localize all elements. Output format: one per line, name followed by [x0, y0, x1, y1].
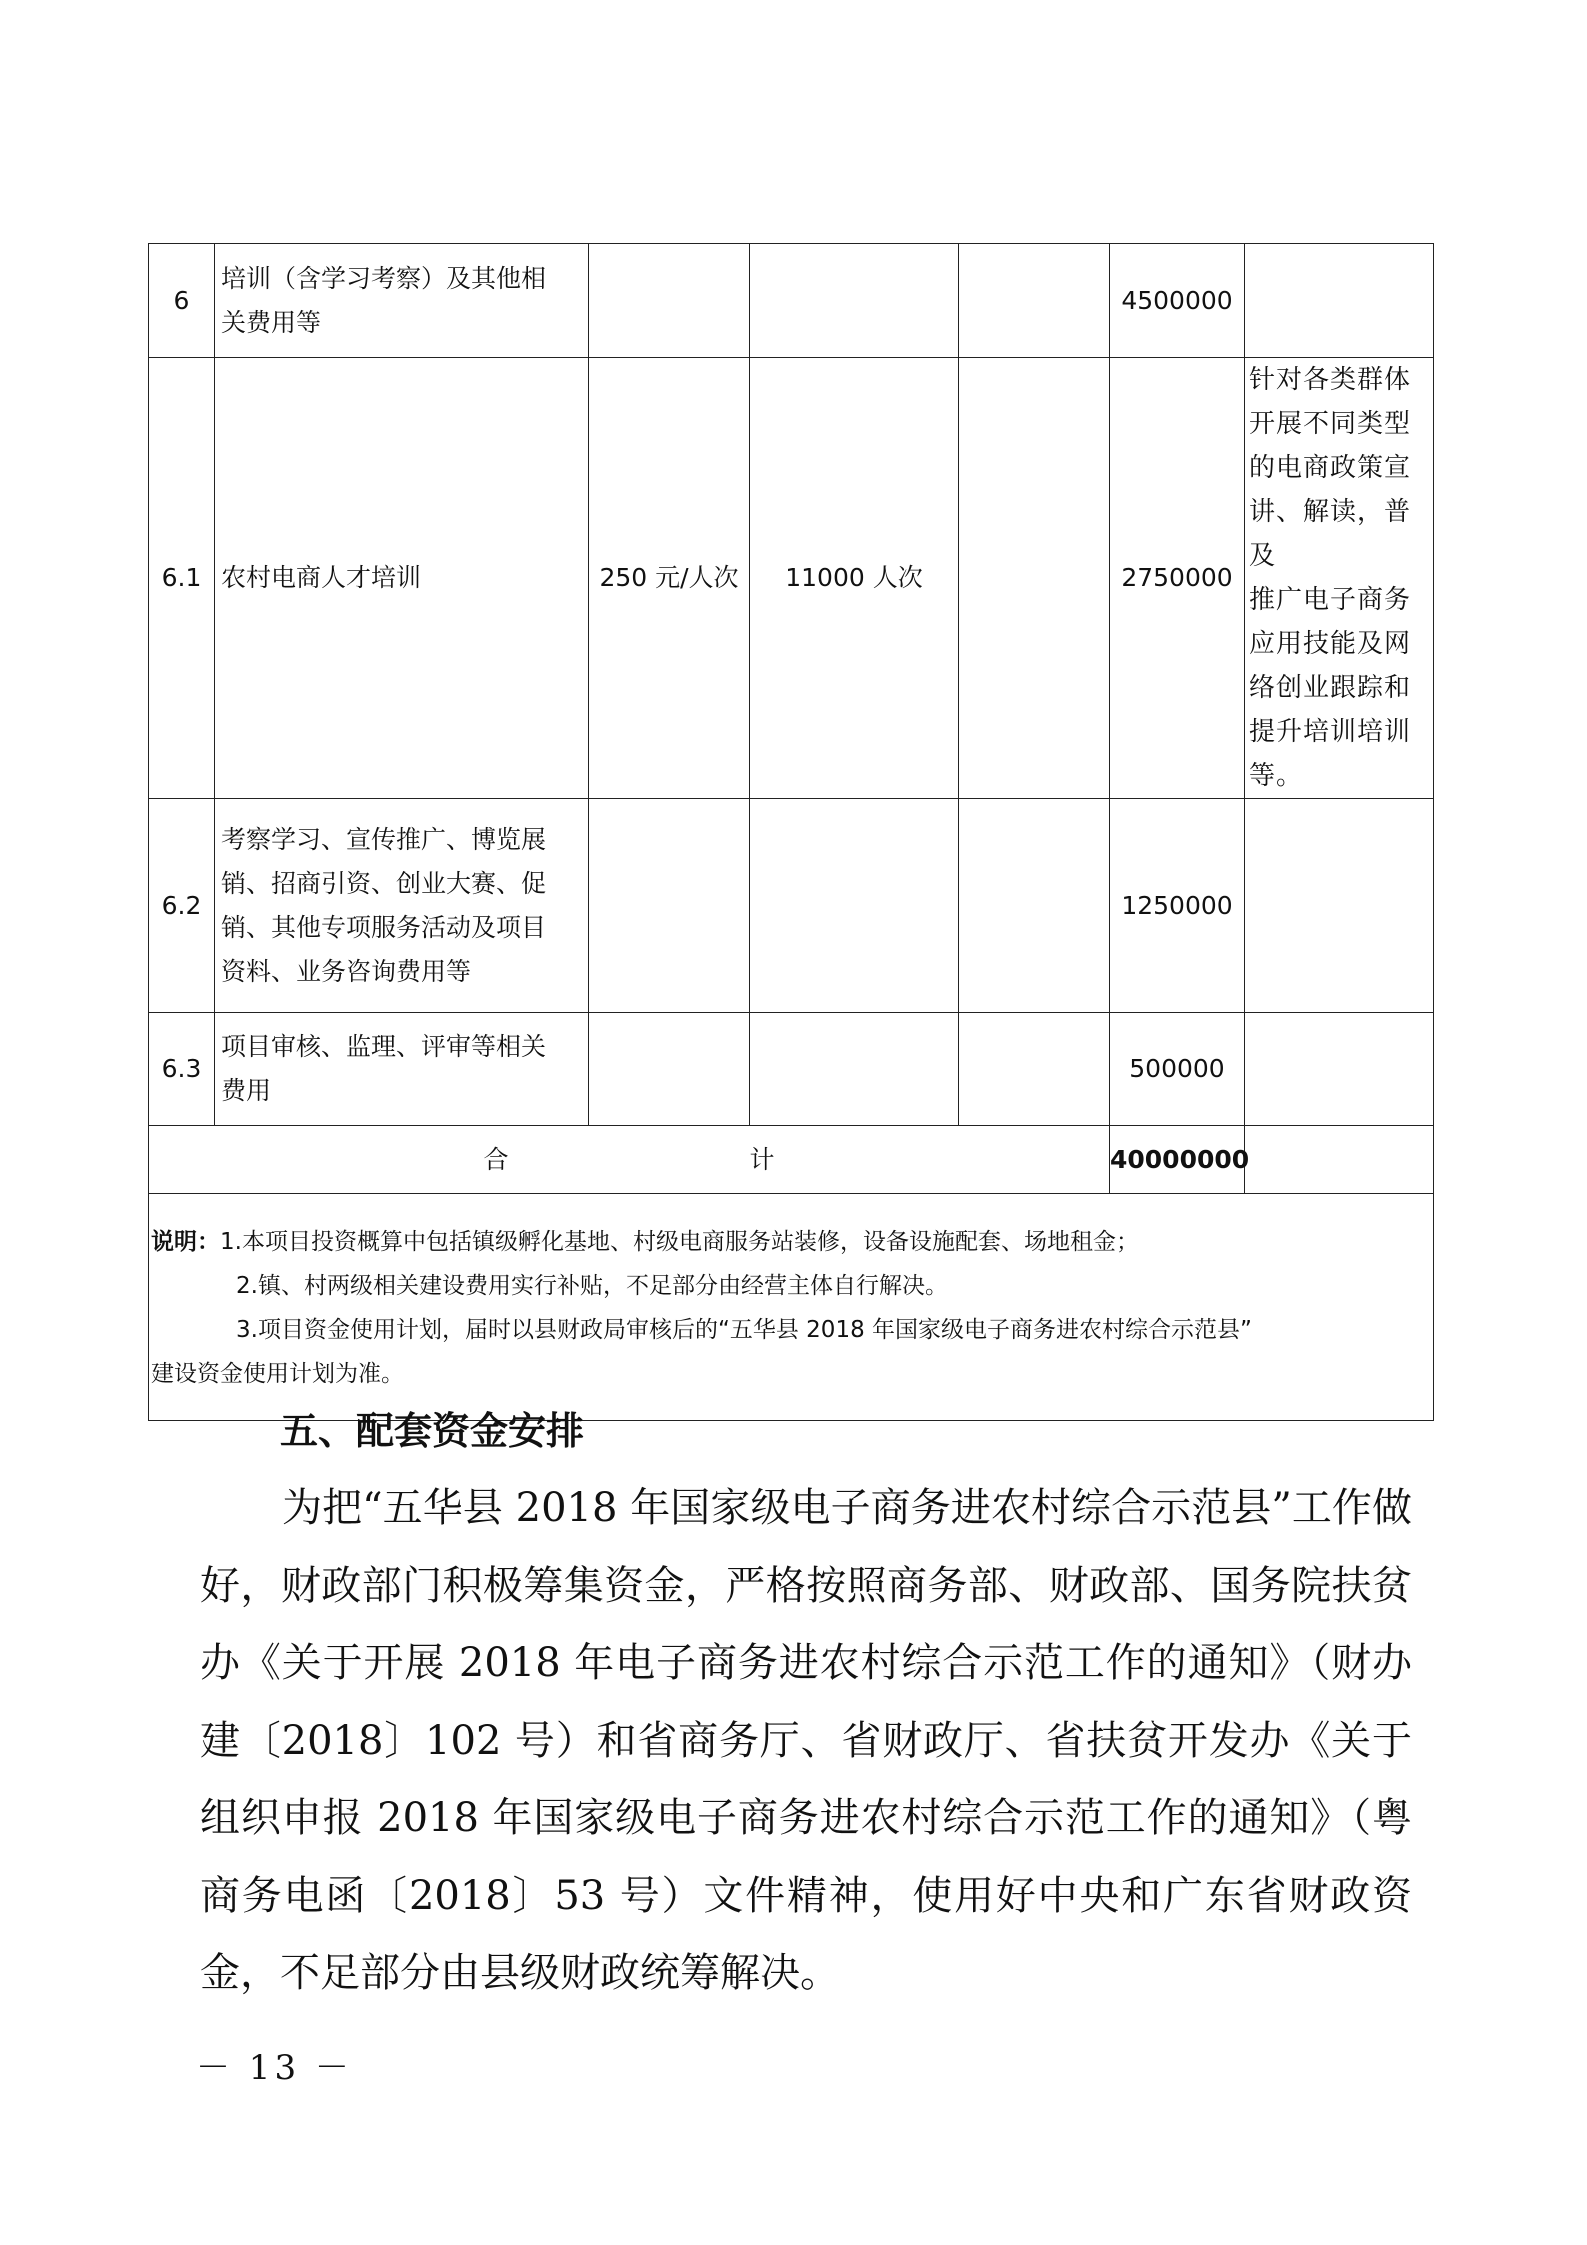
total-label-left: 合 [483, 1144, 509, 1174]
unit-price [589, 799, 750, 1013]
unit-price: 250 元/人次 [589, 358, 750, 799]
note-cell [1245, 799, 1434, 1013]
table-row [149, 358, 1434, 799]
amount: 4500000 [1110, 244, 1245, 358]
remark-line-2: 2.镇、村两级相关建设费用实行补贴，不足部分由经营主体自行解决。 [236, 1273, 948, 1299]
item-name-line: 费用 [221, 1076, 272, 1105]
section-body: 为把“五华县 2018 年国家级电子商务进农村综合示范县”工作做好，财政部门积极筹集资金，严格按照商务部、财政部、国务院扶贫办《关于开展 2018 年电子商务进农村综合示范工作的通知》（财办建〔2018〕102 号）和省商务厅、省财政厅、省扶贫开发办《关于组织申报 2018 年国家级电子商务进农村综合示范工作的通知》（粤商务电函〔2018〕53 号）文件精神，使用好中央和广东省财政资金，不足部分由县级财政统筹解决。 [200, 1485, 1412, 1996]
note-line: 讲、解读，普及 [1249, 497, 1412, 571]
row-number: 6.3 [149, 1013, 215, 1126]
note-cell [1245, 1013, 1434, 1126]
note-line: 开展不同类型 [1249, 409, 1412, 439]
total-amount: 40000000 [1110, 1126, 1245, 1194]
quantity [750, 1013, 959, 1126]
item-name-line: 农村电商人才培训 [221, 563, 422, 592]
remarks [149, 1194, 1434, 1421]
total-label [149, 1126, 1110, 1194]
total-label-right: 计 [749, 1144, 775, 1174]
page-number: － 13 － [196, 2048, 353, 2088]
note-line: 的电商政策宣 [1249, 453, 1412, 483]
unit-price [589, 244, 750, 358]
item-name-line: 项目审核、监理、评审等相关 [221, 1032, 547, 1061]
item-name-line: 关费用等 [221, 307, 322, 337]
item-name-line: 培训（含学习考察）及其他相 [221, 263, 547, 293]
amount: 500000 [1110, 1013, 1245, 1126]
quantity [750, 244, 959, 358]
note-line: 应用技能及网 [1249, 629, 1412, 659]
remark-line-4: 建设资金使用计划为准。 [151, 1361, 404, 1387]
note-cell [1245, 1126, 1434, 1194]
remarks-row [149, 1194, 1434, 1421]
budget-table [148, 243, 1434, 1421]
note-cell [1245, 244, 1434, 358]
amount: 2750000 [1110, 358, 1245, 799]
quantity [750, 799, 959, 1013]
quantity: 11000 人次 [750, 358, 959, 799]
note-cell [1245, 358, 1434, 799]
total-row [149, 1126, 1434, 1194]
empty-cell [959, 358, 1110, 799]
note-line: 络创业跟踪和 [1249, 673, 1412, 703]
row-number: 6.1 [149, 358, 215, 799]
amount: 1250000 [1110, 799, 1245, 1013]
note-line: 等。 [1249, 761, 1304, 791]
empty-cell [959, 244, 1110, 358]
section-heading: 五、配套资金安排 [280, 1409, 585, 1453]
table-row [149, 244, 1434, 358]
empty-cell [959, 799, 1110, 1013]
item-name-line: 考察学习、宣传推广、博览展 [221, 824, 547, 854]
item-name [215, 1013, 589, 1126]
row-number: 6.2 [149, 799, 215, 1013]
unit-price [589, 1013, 750, 1126]
item-name-line: 资料、业务咨询费用等 [221, 956, 472, 986]
item-name-line: 销、招商引资、创业大赛、促 [221, 868, 547, 898]
remark-text: 1.本项目投资概算中包括镇级孵化基地、村级电商服务站装修，设备设施配套、场地租金； [220, 1229, 1139, 1255]
table-row [149, 1013, 1434, 1126]
item-name-line: 销、其他专项服务活动及项目 [221, 912, 547, 942]
item-name [215, 244, 589, 358]
empty-cell [959, 1013, 1110, 1126]
note-line: 推广电子商务 [1249, 585, 1412, 615]
row-number: 6 [149, 244, 215, 358]
item-name [215, 799, 589, 1013]
note-line: 针对各类群体 [1249, 365, 1412, 395]
remarks-label: 说明： [151, 1229, 220, 1255]
remark-line-1 [151, 1220, 1433, 1264]
item-name [215, 358, 589, 799]
note-line: 提升培训培训 [1249, 717, 1412, 747]
remark-line-3: 3.项目资金使用计划，届时以县财政局审核后的“五华县 2018 年国家级电子商务进农村综合示范县” [236, 1317, 1252, 1343]
table-row [149, 799, 1434, 1013]
